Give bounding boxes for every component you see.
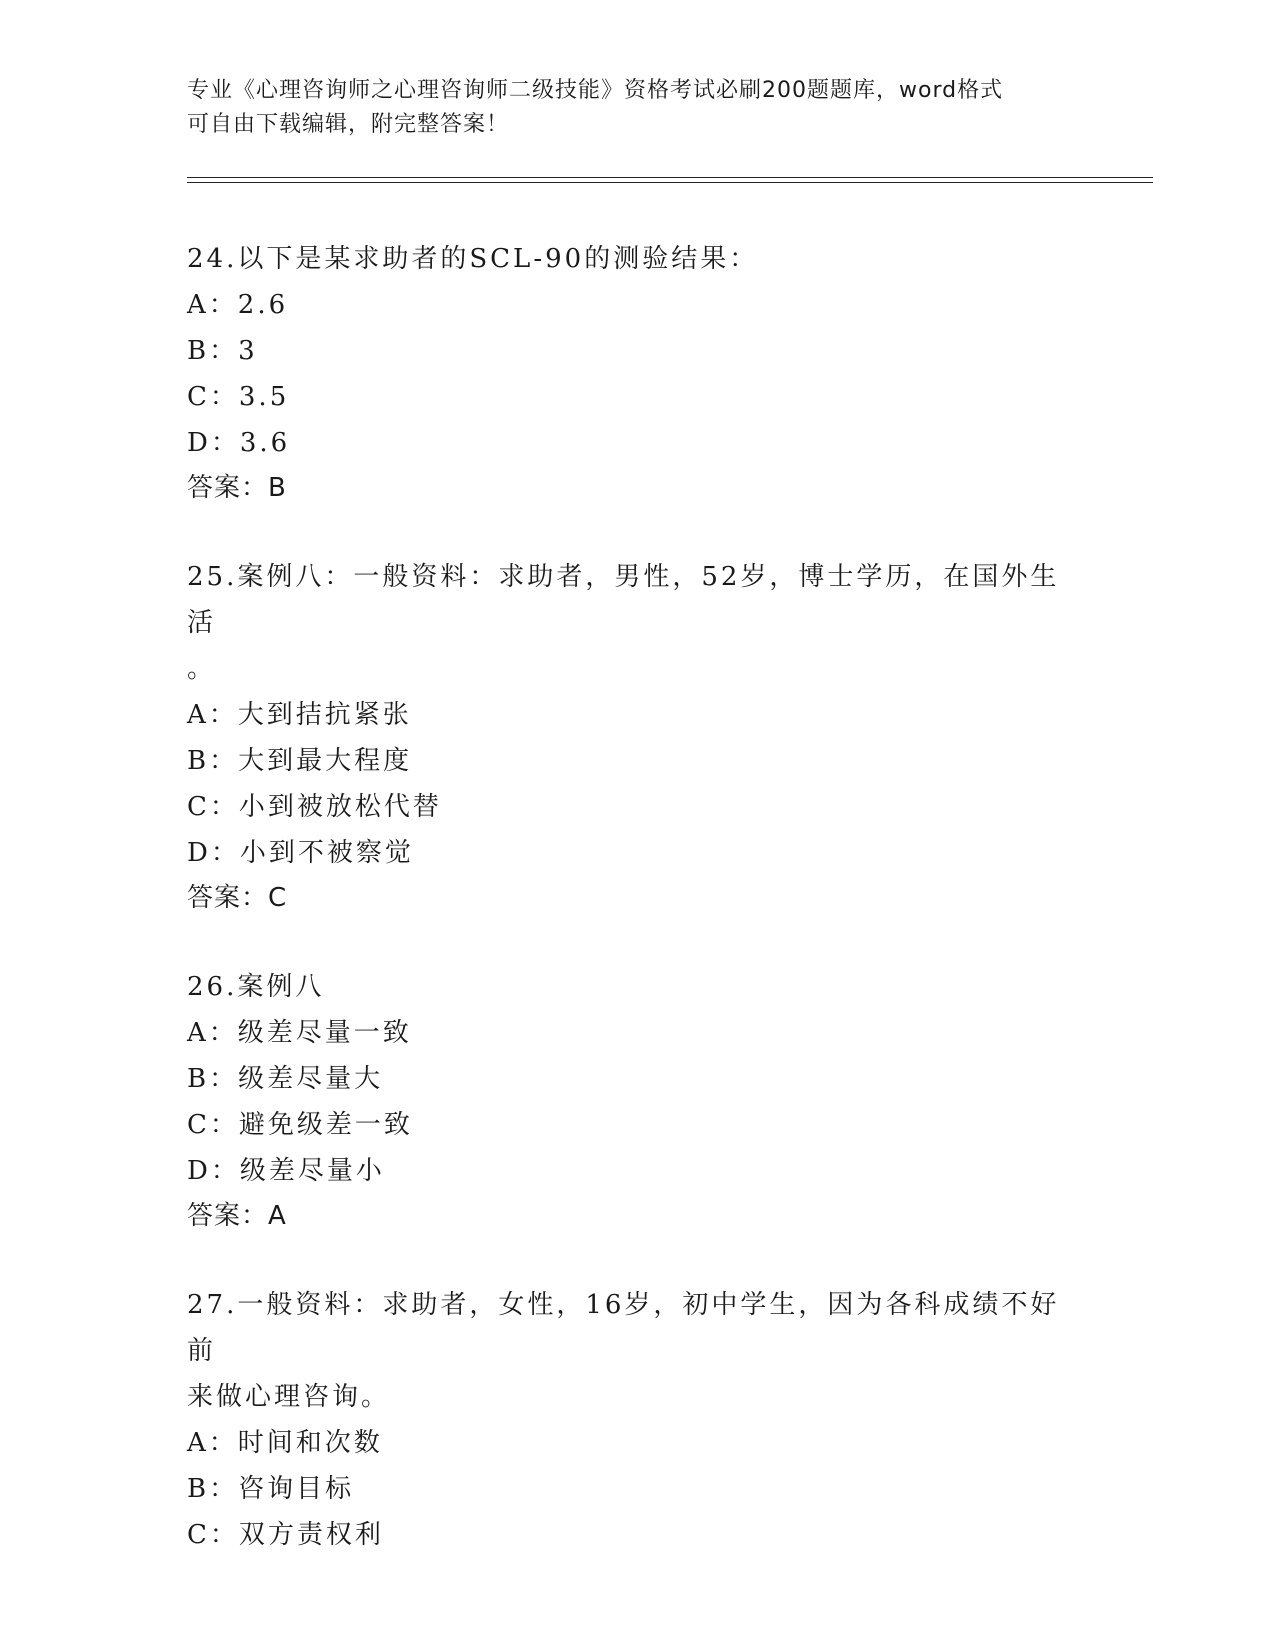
option-d: D：小到不被察觉: [187, 838, 414, 868]
option-c: C：双方责权利: [187, 1520, 384, 1550]
question-26: [187, 964, 1087, 1238]
question-24: [187, 236, 1087, 510]
question-stem: 24.以下是某求助者的SCL-90的测验结果：: [187, 244, 759, 274]
option-b: B：级差尽量大: [187, 1064, 384, 1094]
option-c: C：避免级差一致: [187, 1110, 413, 1140]
option-d: D：级差尽量小: [187, 1156, 385, 1186]
question-stem-continuation: 。: [187, 654, 217, 684]
option-a: A：级差尽量一致: [187, 1018, 412, 1048]
question-stem: 27.一般资料：求助者，女性，16岁，初中学生，因为各科成绩不好前: [187, 1290, 1060, 1366]
question-25: [187, 554, 1087, 920]
question-27: [187, 1282, 1087, 1558]
question-stem: 26.案例八: [187, 972, 325, 1002]
option-a: A：大到拮抗紧张: [187, 700, 412, 730]
question-stem: 25.案例八：一般资料：求助者，男性，52岁，博士学历，在国外生活: [187, 562, 1060, 638]
option-b: B：大到最大程度: [187, 746, 413, 776]
header-line-1: 专业《心理咨询师之心理咨询师二级技能》资格考试必刷200题题库，word格式: [187, 78, 1004, 103]
question-list: [187, 236, 1087, 1602]
answer: 答案：C: [187, 883, 288, 913]
option-a: A：时间和次数: [187, 1428, 383, 1458]
option-a: A：2.6: [187, 290, 289, 320]
option-c: C：3.5: [187, 382, 290, 412]
option-c: C：小到被放松代替: [187, 792, 442, 822]
answer: 答案：A: [187, 1201, 287, 1231]
option-b: B：3: [187, 336, 258, 366]
option-b: B：咨询目标: [187, 1474, 355, 1504]
option-d: D：3.6: [187, 428, 291, 458]
header-divider: [187, 177, 1153, 183]
header-line-2: 可自由下载编辑，附完整答案！: [187, 112, 510, 137]
question-stem-continuation: 来做心理咨询。: [187, 1382, 391, 1412]
document-header: [187, 74, 1087, 142]
answer: 答案：B: [187, 473, 287, 503]
